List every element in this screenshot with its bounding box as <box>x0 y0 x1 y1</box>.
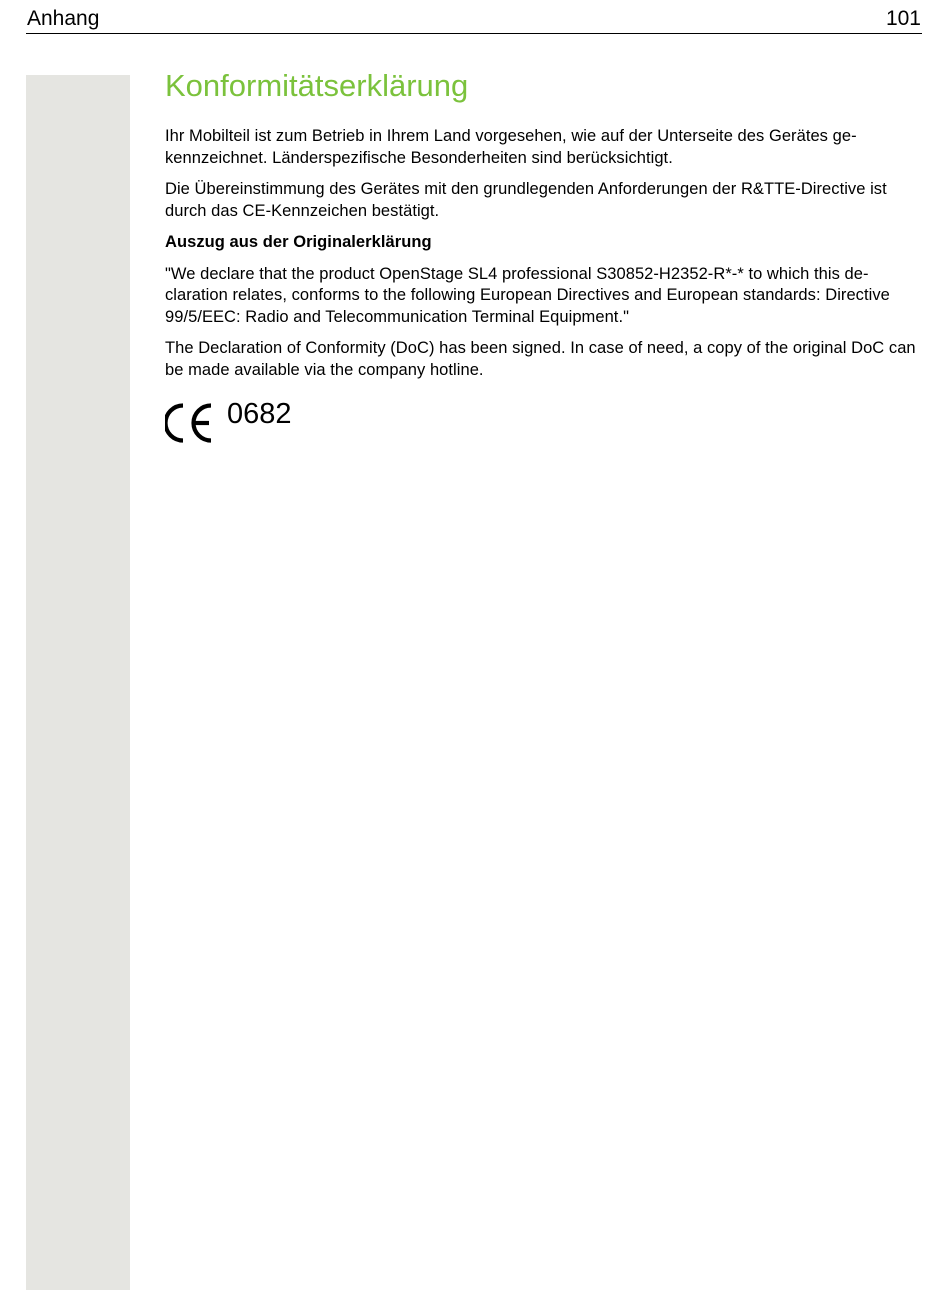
declaration-quote: "We declare that the product OpenStage SL4 professional S30852-H2352-R*-* to which this de-claration relates, conforms to the following European Directives and European standards: Directive 99/5/EEC: Radio and Telecommunication Terminal Equipment." <box>165 264 890 326</box>
subheading: Auszug aus der Originalerklärung <box>165 233 432 251</box>
ce-mark-icon <box>165 403 215 443</box>
main-content <box>165 66 923 441</box>
page-header <box>26 0 922 34</box>
doc-note-paragraph: The Declaration of Conformity (DoC) has been signed. In case of need, a copy of the original DoC can be made available via the company hotline. <box>165 339 916 379</box>
page-title: Konformitätserklärung <box>165 68 469 103</box>
ce-marking <box>165 397 923 441</box>
sidebar-margin <box>26 75 130 1290</box>
section-name: Anhang <box>27 7 100 30</box>
notified-body-number: 0682 <box>227 398 292 430</box>
page-number: 101 <box>885 7 921 30</box>
ce-conformity-paragraph: Die Übereinstimmung des Gerätes mit den grundlegenden Anforderungen der R&TTE-Directive ist durch das CE-Kennzeichen bestätigt. <box>165 180 887 220</box>
intro-paragraph: Ihr Mobilteil ist zum Betrieb in Ihrem Land vorgesehen, wie auf der Unterseite des Gerätes ge-kennzeichnet. Länderspezifische Besonderheiten sind berücksichtigt. <box>165 127 857 167</box>
